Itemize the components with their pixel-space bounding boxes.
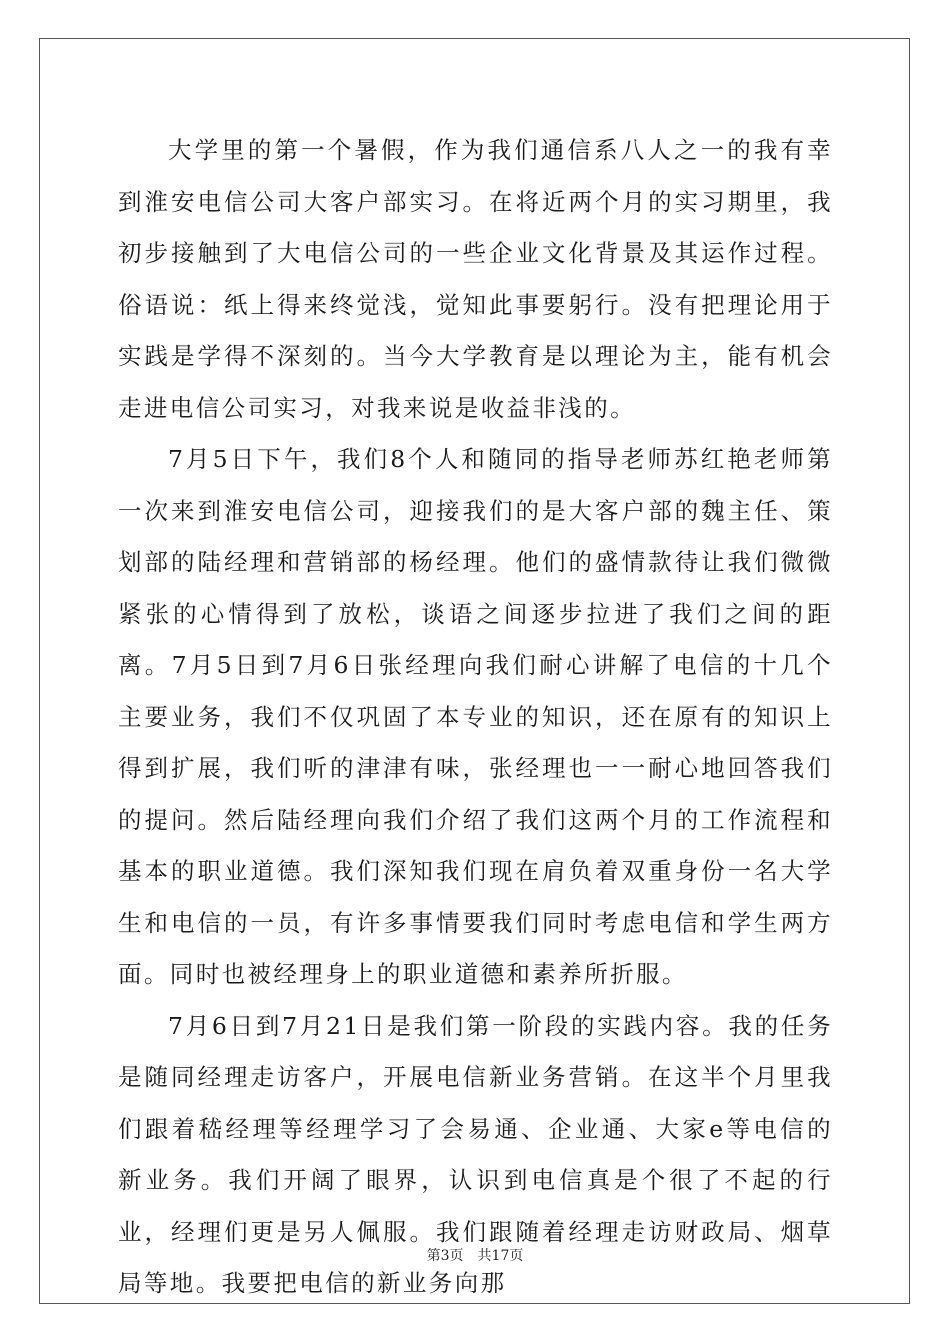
document-body xyxy=(118,125,833,1310)
page-total: 共17页 xyxy=(477,1248,524,1264)
paragraph-2: 7月5日下午，我们8个人和随同的指导老师苏红艳老师第一次来到淮安电信公司，迎接我们的是大客户部的魏主任、策划部的陆经理和营销部的杨经理。他们的盛情款待让我们微微紧张的心情得到了放松，谈语之间逐步拉进了我们之间的距离。7月5日到7月6日张经理向我们耐心讲解了电信的十几个主要业务，我们不仅巩固了本专业的知识，还在原有的知识上得到扩展，我们听的津津有味，张经理也一一耐心地回答我们的提问。然后陆经理向我们介绍了我们这两个月的工作流程和基本的职业道德。我们深知我们现在肩负着双重身份一名大学生和电信的一员，有许多事情要我们同时考虑电信和学生两方面。同时也被经理身上的职业道德和素养所折服。 xyxy=(118,445,833,988)
page-footer xyxy=(0,1245,950,1265)
paragraph-1: 大学里的第一个暑假，作为我们通信系八人之一的我有幸到淮安电信公司大客户部实习。在将近两个月的实习期里，我初步接触到了大电信公司的一些企业文化背景及其运作过程。俗语说：纸上得来终觉浅，觉知此事要躬行。没有把理论用于实践是学得不深刻的。当今大学教育是以理论为主，能有机会走进电信公司实习，对我来说是收益非浅的。 xyxy=(118,136,833,422)
paragraph-3: 7月6日到7月21日是我们第一阶段的实践内容。我的任务是随同经理走访客户，开展电信新业务营销。在这半个月里我们跟着嵇经理等经理学习了会易通、企业通、大家e等电信的新业务。我们开阔了眼界，认识到电信真是个很了不起的行业，经理们更是另人佩服。我们跟随着经理走访财政局、烟草局等地。我要把电信的新业务向那 xyxy=(118,1011,833,1297)
page-number: 第3页 xyxy=(426,1248,464,1264)
